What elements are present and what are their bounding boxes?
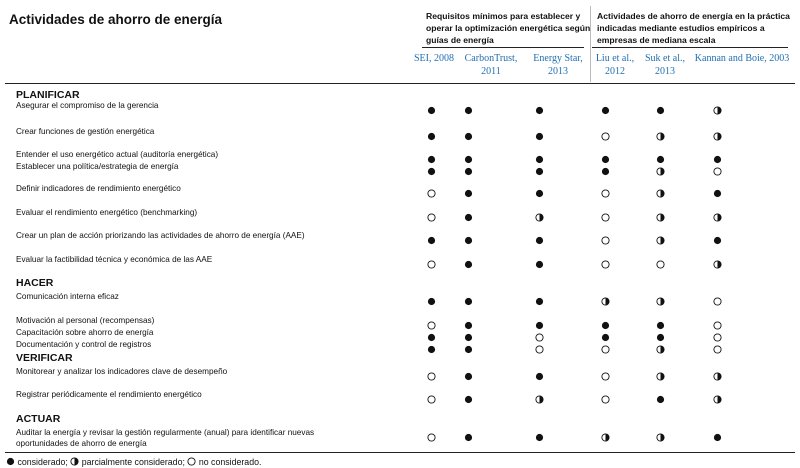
half-circle-icon (535, 209, 544, 218)
empty-circle-icon (601, 128, 610, 137)
legend (6, 457, 261, 467)
legend-considered: considerado; (17, 457, 68, 467)
full-circle-icon (427, 102, 436, 111)
full-circle-icon (464, 429, 473, 438)
row-label: Crear un plan de acción priorizando las actividades de ahorro de energía (AAE) (16, 231, 305, 240)
full-circle-icon (601, 329, 610, 338)
row-label: Comunicación interna eficaz (16, 292, 119, 301)
half-circle-icon (656, 341, 665, 350)
full-circle-icon (464, 293, 473, 302)
column-header-energystar: Energy Star, 2013 (533, 53, 583, 77)
full-circle-icon (535, 128, 544, 137)
half-circle-icon (713, 209, 722, 218)
full-circle-icon (464, 151, 473, 160)
half-circle-icon (70, 457, 79, 466)
full-circle-icon (535, 185, 544, 194)
group-header-empirical: Actividades de ahorro de energía en la práctica indicadas mediante estudios empíricos a empresas de mediana escala (597, 11, 790, 45)
full-circle-icon (464, 256, 473, 265)
row-label: Auditar la energía y revisar la gestión regularmente (anual) para identificar nuevas oportunidades de ahorro de energía (16, 428, 315, 448)
empty-circle-icon (427, 209, 436, 218)
full-circle-icon (656, 151, 665, 160)
empty-circle-icon (656, 256, 665, 265)
half-circle-icon (656, 128, 665, 137)
full-circle-icon (535, 151, 544, 160)
full-circle-icon (535, 429, 544, 438)
empty-circle-icon (601, 391, 610, 400)
full-circle-icon (535, 102, 544, 111)
half-circle-icon (713, 368, 722, 377)
empty-circle-icon (601, 341, 610, 350)
half-circle-icon (656, 293, 665, 302)
row-label: Establecer una política/estrategia de energía (16, 162, 179, 171)
half-circle-icon (656, 429, 665, 438)
row-label: Monitorear y analizar los indicadores clave de desempeño (16, 367, 228, 376)
empty-circle-icon (427, 256, 436, 265)
empty-circle-icon (713, 329, 722, 338)
section-planificar: PLANIFICAR (16, 89, 80, 101)
section-actuar: ACTUAR (16, 413, 61, 425)
row-label: Documentación y control de registros (16, 340, 152, 349)
full-circle-icon (464, 317, 473, 326)
empty-circle-icon (713, 317, 722, 326)
column-header-sei: SEI, 2008 (414, 53, 454, 64)
group-rule-guides (422, 47, 584, 48)
half-circle-icon (713, 391, 722, 400)
full-circle-icon (535, 293, 544, 302)
empty-circle-icon (427, 391, 436, 400)
full-circle-icon (427, 163, 436, 172)
half-circle-icon (713, 102, 722, 111)
full-circle-icon (464, 185, 473, 194)
full-circle-icon (464, 128, 473, 137)
half-circle-icon (656, 163, 665, 172)
row-label: Evaluar el rendimiento energético (benchmarking) (16, 208, 198, 217)
empty-circle-icon (427, 185, 436, 194)
full-circle-icon (713, 151, 722, 160)
full-circle-icon (535, 256, 544, 265)
full-circle-icon (427, 341, 436, 350)
section-verificar: VERIFICAR (16, 352, 73, 364)
full-circle-icon (464, 163, 473, 172)
full-circle-icon (464, 232, 473, 241)
full-circle-icon (713, 232, 722, 241)
half-circle-icon (713, 256, 722, 265)
row-label: Registrar periódicamente el rendimiento energético (16, 390, 202, 399)
full-circle-icon (464, 391, 473, 400)
half-circle-icon (535, 391, 544, 400)
column-header-suk: Suk et al., 2013 (645, 53, 685, 77)
legend-none: no considerado. (198, 457, 262, 467)
half-circle-icon (601, 293, 610, 302)
full-circle-icon (656, 329, 665, 338)
empty-circle-icon (713, 341, 722, 350)
empty-circle-icon (601, 185, 610, 194)
full-circle-icon (464, 329, 473, 338)
half-circle-icon (656, 209, 665, 218)
full-circle-icon (535, 317, 544, 326)
full-circle-icon (464, 209, 473, 218)
full-circle-icon (656, 102, 665, 111)
empty-circle-icon (601, 368, 610, 377)
row-label: Definir indicadores de rendimiento energético (16, 184, 181, 193)
half-circle-icon (656, 368, 665, 377)
row-label: Evaluar la factibilidad técnica y económica de las AAE (16, 255, 213, 264)
row-label: Entender el uso energético actual (auditoría energética) (16, 150, 219, 159)
full-circle-icon (656, 317, 665, 326)
full-circle-icon (427, 329, 436, 338)
empty-circle-icon (601, 256, 610, 265)
column-header-liu: Liu et al., 2012 (595, 53, 635, 77)
full-circle-icon (427, 293, 436, 302)
empty-circle-icon (187, 457, 196, 466)
full-circle-icon (535, 232, 544, 241)
group-header-guides: Requisitos mínimos para establecer y operar la optimización energética según guías de energía (426, 11, 591, 45)
column-header-kannan: Kannan and Boie, 2003 (694, 53, 790, 64)
half-circle-icon (656, 185, 665, 194)
row-label: Motivación al personal (recompensas) (16, 316, 155, 325)
full-circle-icon (656, 391, 665, 400)
empty-circle-icon (427, 429, 436, 438)
full-circle-icon (427, 151, 436, 160)
full-circle-icon (601, 151, 610, 160)
row-label: Asegurar el compromiso de la gerencia (16, 101, 159, 110)
full-circle-icon (464, 368, 473, 377)
empty-circle-icon (713, 163, 722, 172)
empty-circle-icon (427, 317, 436, 326)
full-circle-icon (427, 232, 436, 241)
legend-partial: parcialmente considerado; (81, 457, 185, 467)
full-circle-icon (535, 368, 544, 377)
full-circle-icon (464, 341, 473, 350)
full-circle-icon (535, 163, 544, 172)
table-title: Actividades de ahorro de energía (9, 12, 223, 27)
empty-circle-icon (535, 341, 544, 350)
group-rule-empirical (592, 47, 788, 48)
row-label: Capacitación sobre ahorro de energía (16, 328, 154, 337)
full-circle-icon (6, 457, 15, 466)
empty-circle-icon (427, 368, 436, 377)
full-circle-icon (601, 317, 610, 326)
row-label: Crear funciones de gestión energética (16, 127, 155, 136)
half-circle-icon (656, 232, 665, 241)
empty-circle-icon (601, 232, 610, 241)
half-circle-icon (601, 429, 610, 438)
full-circle-icon (713, 429, 722, 438)
header-rule (5, 83, 795, 84)
full-circle-icon (601, 102, 610, 111)
full-circle-icon (713, 185, 722, 194)
full-circle-icon (601, 163, 610, 172)
empty-circle-icon (601, 209, 610, 218)
empty-circle-icon (713, 293, 722, 302)
half-circle-icon (713, 128, 722, 137)
column-header-carbontrust: CarbonTrust, 2011 (464, 53, 518, 77)
section-hacer: HACER (16, 277, 54, 289)
footer-rule (5, 452, 795, 453)
full-circle-icon (427, 128, 436, 137)
full-circle-icon (464, 102, 473, 111)
empty-circle-icon (535, 329, 544, 338)
